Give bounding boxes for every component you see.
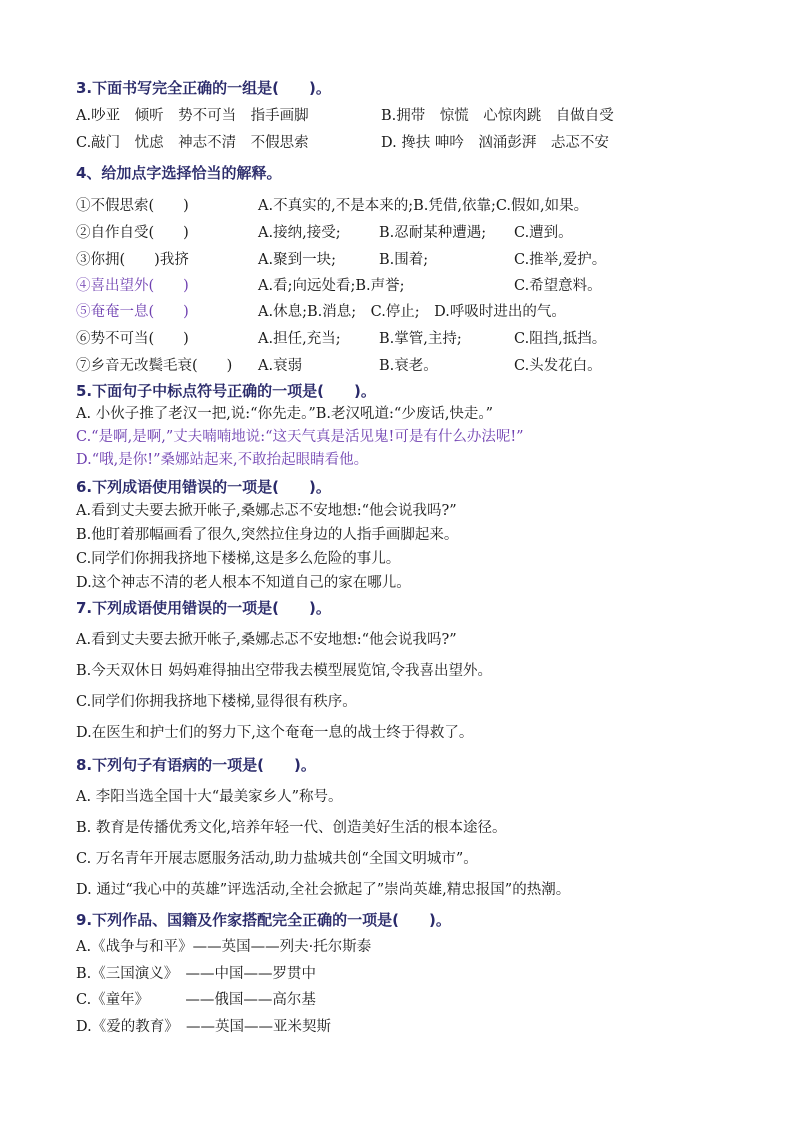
- q7-option-a: A.看到丈夫要去掀开帐子,桑娜忐忑不安地想:“他会说我吗?”: [76, 632, 457, 648]
- q4-item-2-a: A.接纳,接受;: [258, 225, 341, 241]
- q4-item-1-options: A.不真实的,不是本来的;B.凭借,依靠;C.假如,如果。: [258, 198, 589, 214]
- q4-item-3-c: C.推举,爱护。: [514, 252, 607, 268]
- q4-item-7-b: B.衰老。: [379, 358, 438, 374]
- q9-option-d: D.《爱的教育》 ——英国——亚米契斯: [76, 1019, 331, 1035]
- q9-option-a: A.《战争与和平》——英国——列夫·托尔斯泰: [76, 939, 372, 955]
- q9-option-c: C.《童年》 ——俄国——高尔基: [76, 992, 316, 1008]
- q3-option-d: D. 搀扶 呻吟 汹涌彭湃 忐忑不安: [381, 135, 609, 151]
- question-7-title: 7.下列成语使用错误的一项是( )。: [76, 599, 331, 617]
- q4-item-6-b: B.掌管,主持;: [379, 331, 462, 347]
- question-5-title: 5.下面句子中标点符号正确的一项是( )。: [76, 382, 376, 400]
- q8-option-c: C. 万名青年开展志愿服务活动,助力盐城共创“全国文明城市”。: [76, 851, 478, 867]
- question-6-title: 6.下列成语使用错误的一项是( )。: [76, 478, 331, 496]
- q4-item-4-c: C.希望意料。: [514, 278, 602, 294]
- q6-option-d: D.这个神志不清的老人根本不知道自己的家在哪儿。: [76, 575, 411, 591]
- q7-option-d: D.在医生和护士们的努力下,这个奄奄一息的战士终于得救了。: [76, 725, 474, 741]
- q4-item-1-word: ①不假思索( ): [76, 198, 189, 214]
- q4-item-2-c: C.遭到。: [514, 225, 573, 241]
- q6-option-a: A.看到丈夫要去掀开帐子,桑娜忐忑不安地想:“他会说我吗?”: [76, 503, 457, 519]
- q4-item-7-a: A.衰弱: [258, 358, 303, 374]
- q4-item-7-word: ⑦乡音无改鬓毛衰( ): [76, 358, 233, 374]
- q4-item-4-a: A.看;向远处看;B.声誉;: [258, 278, 405, 294]
- q8-option-b: B. 教育是传播优秀文化,培养年轻一代、创造美好生活的根本途径。: [76, 820, 507, 836]
- q4-item-6-c: C.阻挡,抵挡。: [514, 331, 607, 347]
- q6-option-c: C.同学们你拥我挤地下楼梯,这是多么危险的事儿。: [76, 551, 401, 567]
- q4-item-3-b: B.围着;: [379, 252, 429, 268]
- q4-item-5-word: ⑤奄奄一息( ): [76, 304, 189, 320]
- q4-item-4-word: ④喜出望外( ): [76, 278, 189, 294]
- q5-option-a: A. 小伙子推了老汉一把,说:“你先走。”B.老汉吼道:“少废话,快走。”: [76, 406, 494, 422]
- q3-option-b: B.拥带 惊慌 心惊肉跳 自做自受: [381, 108, 614, 124]
- q8-option-d: D. 通过“我心中的英雄”评选活动,全社会掀起了”崇尚英雄,精忠报国”的热潮。: [76, 882, 571, 898]
- q4-item-5-options: A.休息;B.消息; C.停止; D.呼吸时进出的气。: [258, 304, 566, 320]
- q6-option-b: B.他盯着那幅画看了很久,突然拉住身边的人指手画脚起来。: [76, 527, 459, 543]
- question-8-title: 8.下列句子有语病的一项是( )。: [76, 756, 316, 774]
- q4-item-6-a: A.担任,充当;: [258, 331, 341, 347]
- q4-item-3-a: A.聚到一块;: [258, 252, 336, 268]
- q5-option-d: D.“哦,是你!”桑娜站起来,不敢抬起眼睛看他。: [76, 452, 369, 468]
- question-9-title: 9.下列作品、国籍及作家搭配完全正确的一项是( )。: [76, 911, 451, 929]
- q3-option-a: A.吵亚 倾听 势不可当 指手画脚: [76, 108, 309, 124]
- q5-option-c: C.“是啊,是啊,”丈夫喃喃地说:“这天气真是活见鬼!可是有什么办法呢!”: [76, 429, 524, 445]
- q3-option-c: C.敲门 忧虑 神志不清 不假思索: [76, 135, 309, 151]
- q8-option-a: A. 李阳当选全国十大“最美家乡人”称号。: [76, 789, 343, 805]
- q4-item-2-b: B.忍耐某种遭遇;: [379, 225, 487, 241]
- q4-item-2-word: ②自作自受( ): [76, 225, 189, 241]
- q4-item-3-word: ③你拥( )我挤: [76, 252, 189, 268]
- q4-item-6-word: ⑥势不可当( ): [76, 331, 189, 347]
- question-3-title: 3.下面书写完全正确的一组是( )。: [76, 79, 331, 97]
- question-4-title: 4、给加点字选择恰当的解释。: [76, 164, 282, 182]
- q9-option-b: B.《三国演义》 ——中国——罗贯中: [76, 966, 317, 982]
- q7-option-c: C.同学们你拥我挤地下楼梯,显得很有秩序。: [76, 694, 357, 710]
- q4-item-7-c: C.头发花白。: [514, 358, 602, 374]
- q7-option-b: B.今天双休日 妈妈难得抽出空带我去模型展览馆,令我喜出望外。: [76, 663, 492, 679]
